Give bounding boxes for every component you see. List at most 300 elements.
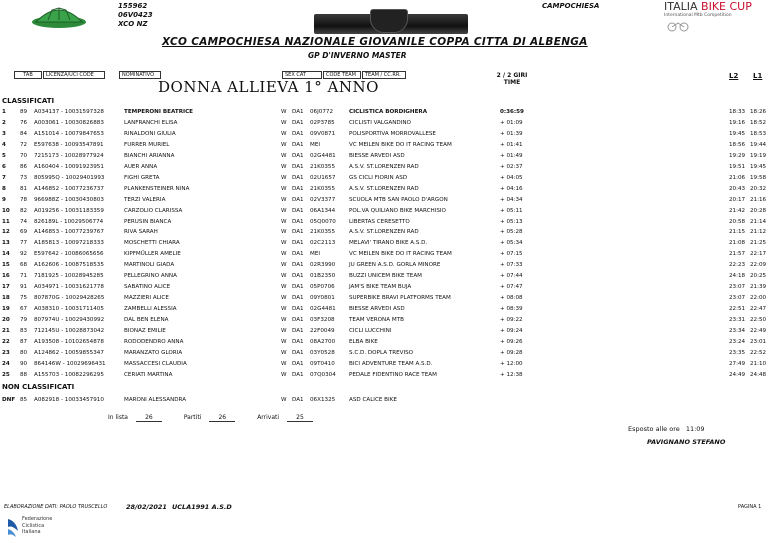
result-bib: 77 [20,240,28,247]
result-position: 25 [2,371,10,378]
location: CAMPOCHIESA [542,2,600,10]
result-time: + 01:09 [500,119,523,126]
result-time: + 08:39 [500,306,523,313]
result-name: RODODENDRO ANNA [124,338,184,345]
result-category: DA1 [292,119,304,126]
result-team-code: 21K0355 [310,163,336,170]
result-license: 7215173 - 10028977924 [34,152,104,159]
result-category: DA1 [292,349,304,356]
result-bib: 83 [20,328,28,334]
result-bib: 76 [20,119,28,126]
result-row [0,271,768,282]
result-sex: W [281,130,287,137]
result-row [0,195,768,206]
italia-bike-cup-logo [664,0,764,34]
result-lap1: 21:12 [750,229,767,236]
result-category: DA1 [292,397,304,403]
result-row [0,315,768,326]
result-license: A034971 - 10031621778 [34,284,104,291]
race-title: XCO CAMPOCHIESA NAZIONALE GIOVANILE COPPA CITTA DI ALBENGA [162,36,588,48]
result-category: DA1 [292,371,304,378]
result-team: TEAM VERONA MTB [349,317,404,324]
result-position: 15 [2,262,10,269]
result-team: SUPERBIKE BRAVI PLATFORMS TEAM [349,295,451,302]
result-lap1: 22:49 [750,328,767,334]
footer-date: 28/02/2021 [126,503,167,511]
result-team: JU GREEN A.S.D. GORLA MINORE [349,262,441,269]
result-lap1: 23:01 [750,338,767,345]
result-row [0,118,768,129]
result-team-code: 22F0049 [310,328,335,334]
result-lap2: 22:51 [729,306,746,313]
result-category: DA1 [292,317,304,324]
result-sex: W [281,306,287,313]
result-name: RINALDONI GIULIA [124,130,176,137]
result-sex: W [281,262,287,269]
result-row [0,238,768,249]
result-name: MARTINOLI GIADA [124,262,175,269]
footer-org: UCLA1991 A.S.D [172,503,232,511]
result-name: FIGHI GRETA [124,174,160,181]
result-team: SCUOLA MTB SAN PAOLO D'ARGON [349,196,448,203]
result-team-code: 08A2700 [310,338,336,345]
result-position: 6 [2,163,6,170]
result-category: DA1 [292,273,304,280]
result-category: DA1 [292,284,304,291]
column-headers-left [14,71,161,79]
result-sex: W [281,360,287,367]
result-time: + 01:49 [500,152,523,159]
category-title: DONNA ALLIEVA 1° ANNO [158,78,379,96]
result-row [0,282,768,293]
result-lap1: 22:52 [750,349,767,356]
result-name: AUER ANNA [124,163,158,170]
col-sex-cat: SEX CAT [282,71,322,79]
result-lap1: 19:45 [750,163,767,170]
col-giri: 2 / 2 GIRI [496,72,528,79]
result-license: A019256 - 10031183359 [34,207,104,214]
result-time: + 01:39 [500,130,523,137]
result-name: SABATINO ALICE [124,284,171,291]
result-time: + 09:28 [500,349,523,356]
result-name: TERZI VALERIA [124,196,166,203]
result-position: 7 [2,174,6,181]
society-code: 06V0423 [118,11,153,19]
result-license: A193508 - 10102654878 [34,338,104,345]
result-time: + 08:08 [500,295,523,302]
result-time: 0:36:59 [500,109,524,115]
result-position: 14 [2,251,10,258]
result-team: BIESSE ARVEDI ASD [349,152,405,159]
result-row [0,249,768,260]
result-time: + 12:38 [500,371,523,378]
result-bib: 74 [20,218,28,225]
result-row [0,129,768,140]
result-row [0,348,768,359]
result-license: A003061 - 10030826883 [34,119,104,126]
result-license: A146852 - 10077236737 [34,185,104,192]
result-lap2: 21:15 [729,229,746,236]
result-team: A.S.V. ST.LORENZEN RAD [349,185,419,192]
result-team: BIESSE ARVEDI ASD [349,306,405,313]
result-bib: 85 [20,397,28,403]
result-name: LANFRANCHI ELISA [124,119,178,126]
result-time: + 04:05 [500,174,523,181]
result-sex: W [281,109,287,115]
cup-tagline: International Mtb Competition [664,13,732,18]
result-lap2: 22:23 [729,262,746,269]
result-lap2: 19:29 [729,152,746,159]
cup-brand-left: ITALIA [664,0,698,13]
trophy-cup-icon [370,9,408,33]
result-lap2: 21:06 [729,174,746,181]
result-bib: 92 [20,251,28,258]
col-code-team: CODE TEAM [323,71,361,79]
result-time: + 05:34 [500,240,523,247]
result-sex: W [281,273,287,280]
result-bib: 75 [20,295,28,302]
result-category: DA1 [292,240,304,247]
result-time: + 09:26 [500,338,523,345]
result-position: 23 [2,349,10,356]
result-row [0,151,768,162]
result-name: KIPFMÜLLER AMELIE [124,251,181,258]
result-name: ZAMBELLI ALESSIA [124,306,177,313]
exposure-time: 11:09 [685,425,705,433]
result-row [0,326,768,337]
result-team-code: 03F3208 [310,317,335,324]
result-license: A160404 - 10091923951 [34,163,104,170]
result-lap1: 24:48 [750,371,767,378]
result-row [0,359,768,370]
col-nominativo: NOMINATIVO [119,71,161,79]
turtle-logo [30,2,88,28]
result-bib: 71 [20,273,28,280]
result-name: MAZZIERI ALICE [124,295,169,302]
result-lap1: 21:16 [750,196,767,203]
result-sex: W [281,338,287,345]
result-bib: 86 [20,163,28,170]
result-license: A124862 - 10059855347 [34,349,104,356]
result-lap2: 23:07 [729,295,746,302]
result-team: JAM'S BIKE TEAM BUJA [349,284,412,291]
result-category: DA1 [292,295,304,302]
in-lista-label: In lista [108,414,128,421]
result-name: MASSACCESI CLAUDIA [124,360,187,367]
result-bib: 89 [20,109,28,115]
result-team: CICLI LUCCHINI [349,328,392,334]
result-team-code: 02G4481 [310,306,336,313]
result-category: DA1 [292,207,304,214]
result-lap2: 24:49 [729,371,746,378]
result-bib: 88 [20,371,28,378]
col-l1: L1 [753,72,763,80]
result-team-code: 02G4481 [310,152,336,159]
result-position: 8 [2,185,6,192]
result-sex: W [281,174,287,181]
result-position: 20 [2,317,10,324]
result-team: PEDALE FIDENTINO RACE TEAM [349,371,437,378]
result-row [0,206,768,217]
result-category: DA1 [292,174,304,181]
result-position: 11 [2,218,10,225]
result-row [0,162,768,173]
result-name: FURRER MURIEL [124,141,170,148]
col-time: TIME [503,79,521,86]
result-time: + 04:34 [500,196,523,203]
result-lap2: 18:56 [729,141,746,148]
result-team-code: MEI [310,251,321,258]
result-sex: W [281,328,287,334]
result-name: DAL BEN ELENA [124,317,169,324]
result-lap2: 20:17 [729,196,746,203]
result-position: 24 [2,360,10,367]
result-name: CARZOLIO CLARISSA [124,207,183,214]
result-name: TEMPERONI BEATRICE [124,109,194,115]
result-team-code: 02V3377 [310,196,336,203]
result-bib: 70 [20,152,28,159]
result-sex: W [281,163,287,170]
result-team-code: 21K0355 [310,185,336,192]
result-lap2: 23:34 [729,328,746,334]
result-team-code: 07Q0304 [310,371,336,378]
result-license: A038310 - 10031711405 [34,306,104,313]
result-lap2: 24:18 [729,273,746,280]
result-lap1: 21:39 [750,284,767,291]
result-name: CERIATI MARTINA [124,371,173,378]
result-license: A162606 - 10087518535 [34,262,104,269]
result-lap2: 21:08 [729,240,746,247]
result-team: ELBA BIKE [349,338,378,345]
result-category: DA1 [292,196,304,203]
result-license: A185813 - 10097218333 [34,240,104,247]
result-position: 17 [2,284,10,291]
result-row [0,227,768,238]
result-time: + 07:47 [500,284,523,291]
result-lap2: 20:58 [729,218,746,225]
result-category: DA1 [292,251,304,258]
result-lap2: 23:31 [729,317,746,324]
result-lap1: 18:52 [750,119,767,126]
result-sex: W [281,295,287,302]
result-category: DA1 [292,130,304,137]
result-sex: W [281,207,287,214]
arrivati-label: Arrivati [257,414,280,421]
result-lap2: 23:24 [729,338,746,345]
result-category: DA1 [292,109,304,115]
result-category: DA1 [292,262,304,269]
fci-logo-icon [6,515,20,539]
result-license: 805995Q - 10029401993 [34,174,105,181]
result-team-code: MEI [310,141,321,148]
result-name: MARANZATO GLORIA [124,349,183,356]
result-bib: 82 [20,207,28,214]
result-lap1: 20:32 [750,185,767,192]
elaboration: ELABORAZIONE DATI: PAOLO TRUSCELLO [4,504,108,510]
result-team-code: 03Y0528 [310,349,335,356]
result-bib: 87 [20,338,28,345]
result-sex: W [281,397,287,403]
in-lista-value: 26 [136,414,162,422]
result-time: + 07:15 [500,251,523,258]
result-sex: W [281,317,287,324]
result-time: + 05:28 [500,229,523,236]
result-license: 826189L - 10029506774 [34,218,104,225]
col-team: TEAM / CC.RR. [362,71,406,79]
result-row [0,173,768,184]
result-name: BIONAZ EMILIE [124,328,166,334]
judge-name: PAVIGNANO STEFANO [647,438,726,446]
result-license: A146853 - 10077239767 [34,229,104,236]
result-sex: W [281,251,287,258]
col-giri-time [492,72,532,86]
result-time: + 05:11 [500,207,523,214]
section-classified: CLASSIFICATI [2,97,55,105]
result-sex: W [281,152,287,159]
result-category: DA1 [292,338,304,345]
result-row [0,337,768,348]
result-row [0,304,768,315]
result-lap1: 22:47 [750,306,767,313]
result-lap1: 21:10 [750,360,767,367]
result-team-code: 09Y0801 [310,295,335,302]
result-bib: 81 [20,185,28,192]
result-team: S.C.D. DOPLA TREVISO [349,349,414,356]
result-name: MARONI ALESSANDRA [124,397,187,403]
result-team: GS CICLI FIORIN ASD [349,174,408,181]
result-bib: 68 [20,262,28,269]
result-sex: W [281,218,287,225]
result-row [0,184,768,195]
result-position: 19 [2,306,10,313]
result-team: BUZZI UNICEM BIKE TEAM [349,273,422,280]
result-row [0,140,768,151]
result-category: DA1 [292,152,304,159]
result-time: + 07:44 [500,273,523,280]
result-lap1: 22:17 [750,251,767,258]
result-bib: 67 [20,306,28,313]
result-name: RIVA SARAH [124,229,158,236]
result-position: 1 [2,109,6,115]
result-position: 4 [2,141,6,148]
result-category: DA1 [292,306,304,313]
result-row [0,107,768,118]
result-lap1: 22:09 [750,262,767,269]
result-lap2: 23:35 [729,349,746,356]
result-lap1: 19:58 [750,174,767,181]
result-position: 22 [2,338,10,345]
result-team: A.S.V. ST.LORENZEN RAD [349,229,419,236]
result-row [0,260,768,271]
result-team: POL.VA QUILIANO BIKE MARCHISIO [349,207,446,214]
result-category: DA1 [292,163,304,170]
result-name: PLANKENSTEINER NINA [124,185,190,192]
result-lap1: 22:00 [750,295,767,302]
result-bib: 69 [20,229,28,236]
result-lap1: 19:44 [750,141,767,148]
result-time: + 12:00 [500,360,523,367]
result-team: VC MEILEN BIKE DO IT RACING TEAM [349,251,452,258]
result-license: 807974U - 10029430992 [34,317,105,324]
header-codes [118,2,153,29]
result-license: A151014 - 10079847653 [34,130,104,137]
cup-brand-right: BIKE CUP [701,0,752,13]
result-time: + 02:37 [500,163,523,170]
result-sex: W [281,141,287,148]
result-time: + 07:33 [500,262,523,269]
result-team-code: 06X1325 [310,397,336,403]
result-team: MELAVI' TIRANO BIKE A.S.D. [349,240,428,247]
result-time: + 09:24 [500,328,523,334]
result-lap1: 18:53 [750,130,767,137]
result-license: A082918 - 10033457910 [34,397,104,403]
result-team-code: 02U1657 [310,174,336,181]
race-code: 155962 [118,2,148,10]
result-team: BICI ADVENTURE TEAM A.S.D. [349,360,433,367]
result-team-code: 09V0871 [310,130,336,137]
federation-line-2: Ciclistica [22,522,45,529]
result-position: 5 [2,152,6,159]
result-license: 7181925 - 10028945285 [34,273,104,280]
result-team: ASD CALICE BIKE [349,397,397,403]
result-name: MOSCHETTI CHIARA [124,240,180,247]
result-team-code: 02R3990 [310,262,336,269]
result-position: 9 [2,196,6,203]
exposure-label: Esposto alle ore [628,425,680,433]
result-position: 3 [2,130,6,137]
arrivati-value: 25 [287,414,313,422]
result-team-code: 06A1344 [310,207,336,214]
discipline-code: XCO NZ [118,20,148,28]
result-position: 2 [2,119,6,126]
result-position: 12 [2,229,10,236]
col-l2: L2 [729,72,739,80]
result-sex: W [281,196,287,203]
result-time: + 04:16 [500,185,523,192]
result-lap1: 21:14 [750,218,767,225]
result-name: BIANCHI ARIANNA [124,152,175,159]
result-row [0,395,768,406]
result-team: POLISPORTIVA MORROVALLESE [349,130,436,137]
result-team-code: 06J0772 [310,109,334,115]
result-license: 807870G - 10029428265 [34,295,105,302]
result-license: 864146W - 10029696431 [34,360,106,367]
result-team: CICLISTI VALGANDINO [349,119,411,126]
result-team-code: 01B2350 [310,273,336,280]
federation-line-1: Federazione [22,516,53,522]
result-sex: W [281,284,287,291]
section-not-classified: NON CLASSIFICATI [2,383,75,391]
result-team-code: 05P0706 [310,284,335,291]
result-team: VC MEILEN BIKE DO IT RACING TEAM [349,141,452,148]
result-bib: 73 [20,174,28,181]
result-position: 10 [2,207,10,214]
result-lap1: 20:28 [750,207,767,214]
federation-line-3: Italiana [22,529,41,535]
result-license: E597638 - 10093547891 [34,141,104,148]
col-licenza: LICENZA/UCI CODE [43,71,105,79]
result-bib: 79 [20,317,28,324]
result-team-code: 09T0410 [310,360,335,367]
result-lap2: 27:49 [729,360,746,367]
exposure-line [628,425,705,433]
result-lap1: 20:25 [750,273,767,280]
result-row [0,217,768,228]
result-category: DA1 [292,328,304,334]
result-lap2: 23:07 [729,284,746,291]
result-team: CICLISTICA BORDIGHERA [349,109,428,115]
result-team-code: 02C2113 [310,240,336,247]
